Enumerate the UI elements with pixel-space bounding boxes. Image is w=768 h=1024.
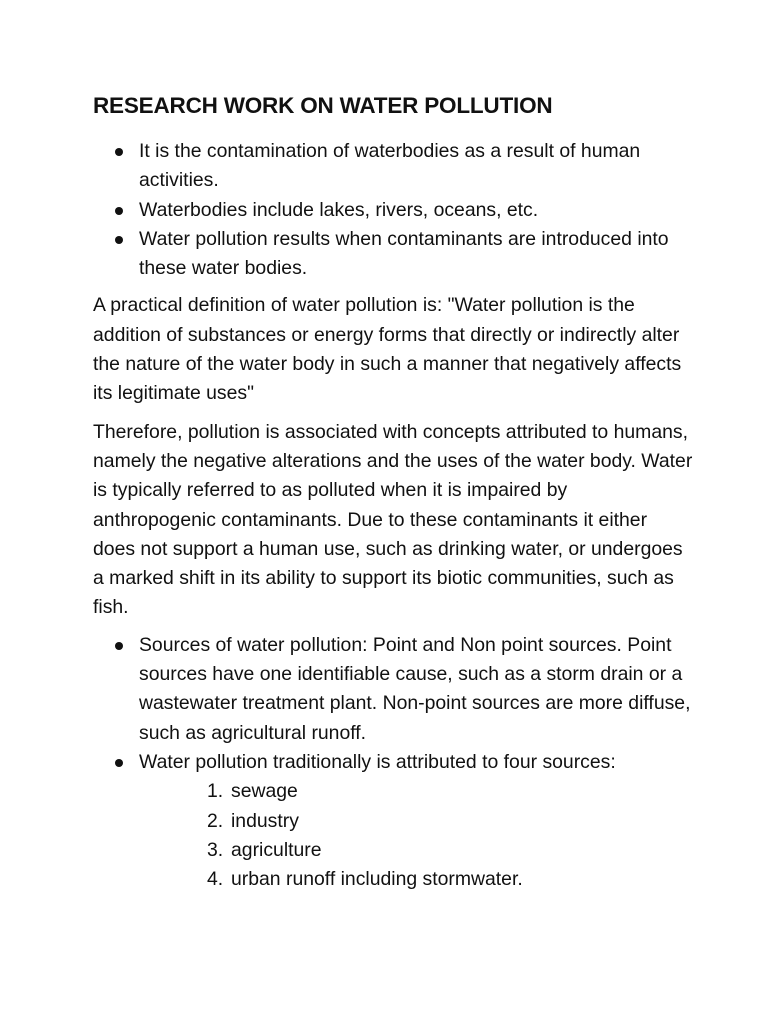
list-item bbox=[93, 631, 693, 748]
definition-paragraph: A practical definition of water pollution is: "Water pollution is the addition of substances or energy forms that directly or indirectly alter the nature of the water body in such a manner that negatively affects its legitimate uses" bbox=[93, 294, 682, 405]
bullet-icon bbox=[115, 759, 123, 767]
list-item bbox=[93, 137, 693, 196]
bullet-text: Water pollution traditionally is attributed to four sources: bbox=[139, 750, 616, 773]
sources-numbered-list bbox=[139, 777, 693, 894]
item-number: 2. bbox=[207, 809, 224, 832]
pollution-paragraph: Therefore, pollution is associated with concepts attributed to humans, namely the negative alterations and the uses of the water body. Water is typically referred to as polluted when it is impaired by anthropogenic contaminants. Due to these contaminants it either does not support a human use, such as drinking water, or undergoes a marked shift in its ability to support its biotic communities, such as fish. bbox=[93, 420, 693, 619]
intro-bullet-list bbox=[93, 137, 693, 283]
item-text: agriculture bbox=[231, 838, 322, 861]
bullet-icon bbox=[115, 642, 123, 650]
bullet-text: Waterbodies include lakes, rivers, oceans, etc. bbox=[139, 198, 539, 221]
item-number: 1. bbox=[207, 780, 224, 803]
bullet-icon bbox=[115, 148, 123, 156]
sources-bullet-list bbox=[93, 631, 693, 895]
item-number: 3. bbox=[207, 838, 224, 861]
item-text: sewage bbox=[231, 780, 298, 803]
list-item bbox=[93, 196, 693, 225]
bullet-text: It is the contamination of waterbodies as a result of human activities. bbox=[139, 140, 641, 192]
bullet-icon bbox=[115, 207, 123, 215]
bullet-text: Water pollution results when contaminants are introduced into these water bodies. bbox=[139, 227, 669, 280]
numbered-item bbox=[161, 807, 693, 836]
list-item bbox=[93, 225, 693, 284]
item-number: 4. bbox=[207, 868, 224, 891]
item-text: industry bbox=[231, 809, 299, 832]
bullet-text: Sources of water pollution: Point and Non point sources. Point sources have one identifiable cause, such as a storm drain or a wastewater treatment plant. Non-point sources are more diffuse, such as agricultural runoff. bbox=[139, 633, 691, 744]
document-title: RESEARCH WORK ON WATER POLLUTION bbox=[93, 93, 553, 118]
numbered-item bbox=[161, 836, 693, 865]
list-item bbox=[93, 748, 693, 894]
document-page bbox=[93, 90, 693, 894]
bullet-icon bbox=[115, 236, 123, 244]
numbered-item bbox=[161, 865, 693, 894]
item-text: urban runoff including stormwater. bbox=[231, 868, 523, 891]
numbered-item bbox=[161, 777, 693, 806]
